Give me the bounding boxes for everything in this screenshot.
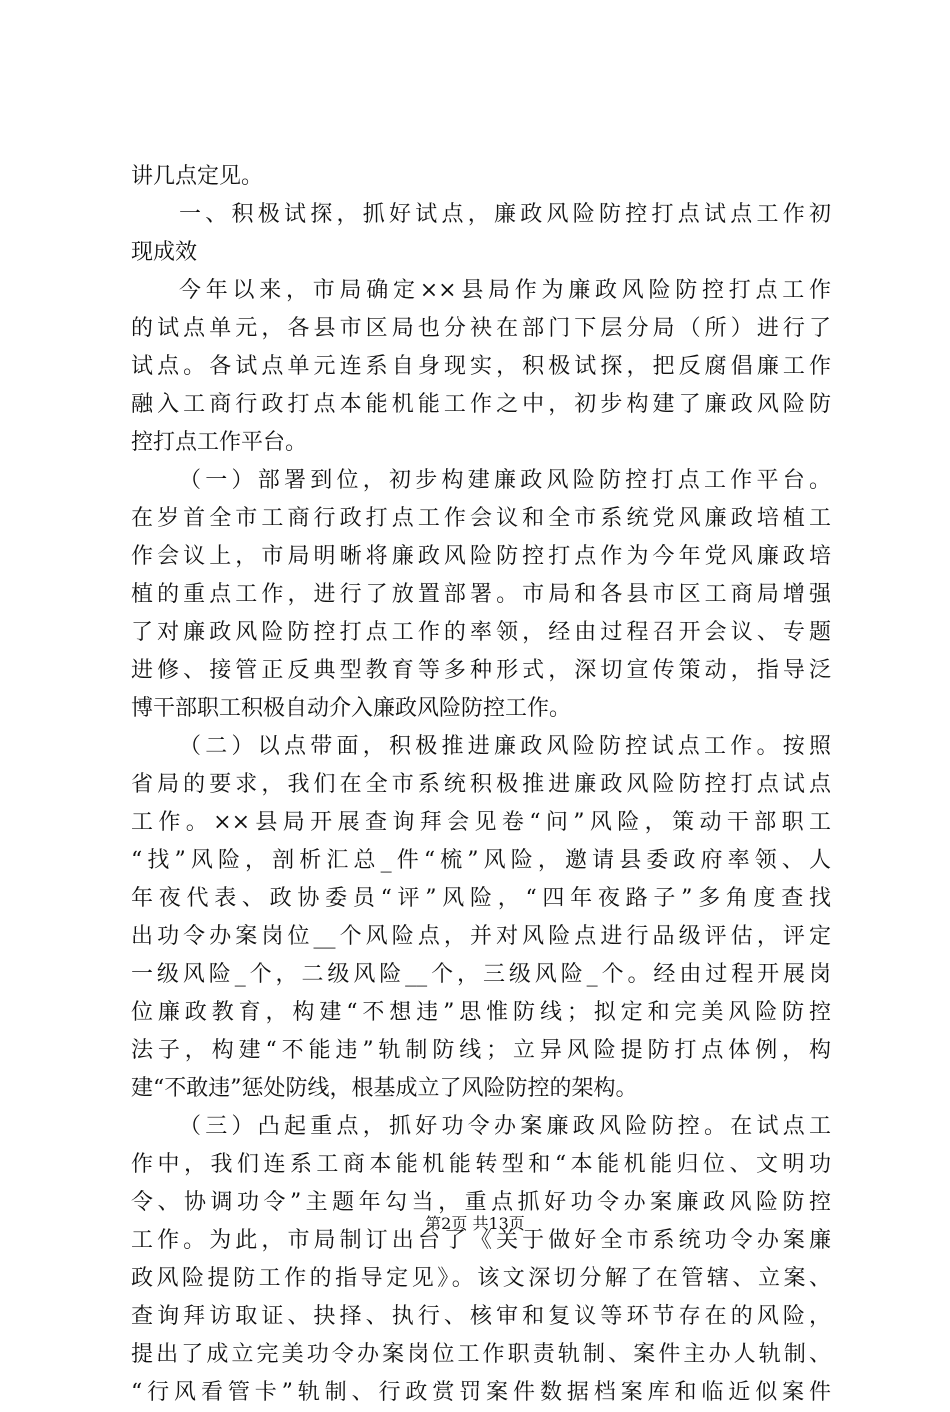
text-line: 建“不敢违”惩处防线，根基成立了风险防控的架构。 xyxy=(131,1076,638,1101)
text-line: 植的重点工作，进行了放置部署。市局和各县市区工商局增强 xyxy=(131,582,831,607)
text-line: 工作。××县局开展查询拜会见卷“问”风险，策动干部职工 xyxy=(131,810,831,835)
text-line: 作中，我们连系工商本能机能转型和“本能机能归位、文明功 xyxy=(131,1152,831,1177)
text-line: 一、积极试探，抓好试点，廉政风险防控打点试点工作初 xyxy=(179,202,831,227)
text-line: 作会议上，市局明晰将廉政风险防控打点作为今年党风廉政培 xyxy=(131,544,831,569)
text-line: 一级风险_个，二级风险__个，三级风险_个。经由过程开展岗 xyxy=(131,962,831,987)
text-line: 政风险提防工作的指导定见》。该文深切分解了在管辖、立案、 xyxy=(131,1266,831,1291)
text-line: （二）以点带面，积极推进廉政风险防控试点工作。按照 xyxy=(179,734,831,759)
text-line: “找”风险，剖析汇总_件“梳”风险，邀请县委政府率领、人 xyxy=(131,848,831,873)
text-line: 现成效 xyxy=(131,240,198,265)
text-line: 了对廉政风险防控打点工作的率领，经由过程召开会议、专题 xyxy=(131,620,831,645)
text-line: 位廉政教育，构建“不想违”思惟防线；拟定和完美风险防控 xyxy=(131,1000,831,1025)
text-line: 讲几点定见。 xyxy=(131,164,264,189)
text-line: “行风看管卡”轨制、行政赏罚案件数据档案库和临近似案件 xyxy=(131,1380,831,1405)
text-line: 今年以来，市局确定××县局作为廉政风险防控打点工作 xyxy=(179,278,831,303)
text-line: 进修、接管正反典型教育等多种形式，深切宣传策动，指导泛 xyxy=(131,658,831,683)
text-line: 法子，构建“不能违”轨制防线；立异风险提防打点体例，构 xyxy=(131,1038,831,1063)
text-line: （三）凸起重点，抓好功令办案廉政风险防控。在试点工 xyxy=(179,1114,831,1139)
text-line: 融入工商行政打点本能机能工作之中，初步构建了廉政风险防 xyxy=(131,392,831,417)
text-line: 在岁首全市工商行政打点工作会议和全市系统党风廉政培植工 xyxy=(131,506,831,531)
text-line: 出功令办案岗位__个风险点，并对风险点进行品级评估，评定 xyxy=(131,924,831,949)
text-line: 的试点单元，各县市区局也分袂在部门下层分局（所）进行了 xyxy=(131,316,831,341)
text-line: 查询拜访取证、抉择、执行、核审和复议等环节存在的风险， xyxy=(131,1304,831,1329)
text-line: 控打点工作平台。 xyxy=(131,430,308,455)
text-line: （一）部署到位，初步构建廉政风险防控打点工作平台。 xyxy=(179,468,831,493)
text-line: 提出了成立完美功令办案岗位工作职责轨制、案件主办人轨制、 xyxy=(131,1342,831,1367)
text-line: 工作。为此，市局制订出台了《关于做好全市系统功令办案廉 xyxy=(131,1228,831,1253)
text-line: 省局的要求，我们在全市系统积极推进廉政风险防控打点试点 xyxy=(131,772,831,797)
text-line: 试点。各试点单元连系自身现实，积极试探，把反腐倡廉工作 xyxy=(131,354,831,379)
text-line: 博干部职工积极自动介入廉政风险防控工作。 xyxy=(131,696,572,721)
text-line: 年夜代表、政协委员“评”风险，“四年夜路子”多角度查找 xyxy=(131,886,831,911)
text-line: 令、协调功令”主题年勾当，重点抓好功令办案廉政风险防控 xyxy=(131,1190,831,1215)
page-footer: 第2页 共13页 xyxy=(425,1214,525,1233)
